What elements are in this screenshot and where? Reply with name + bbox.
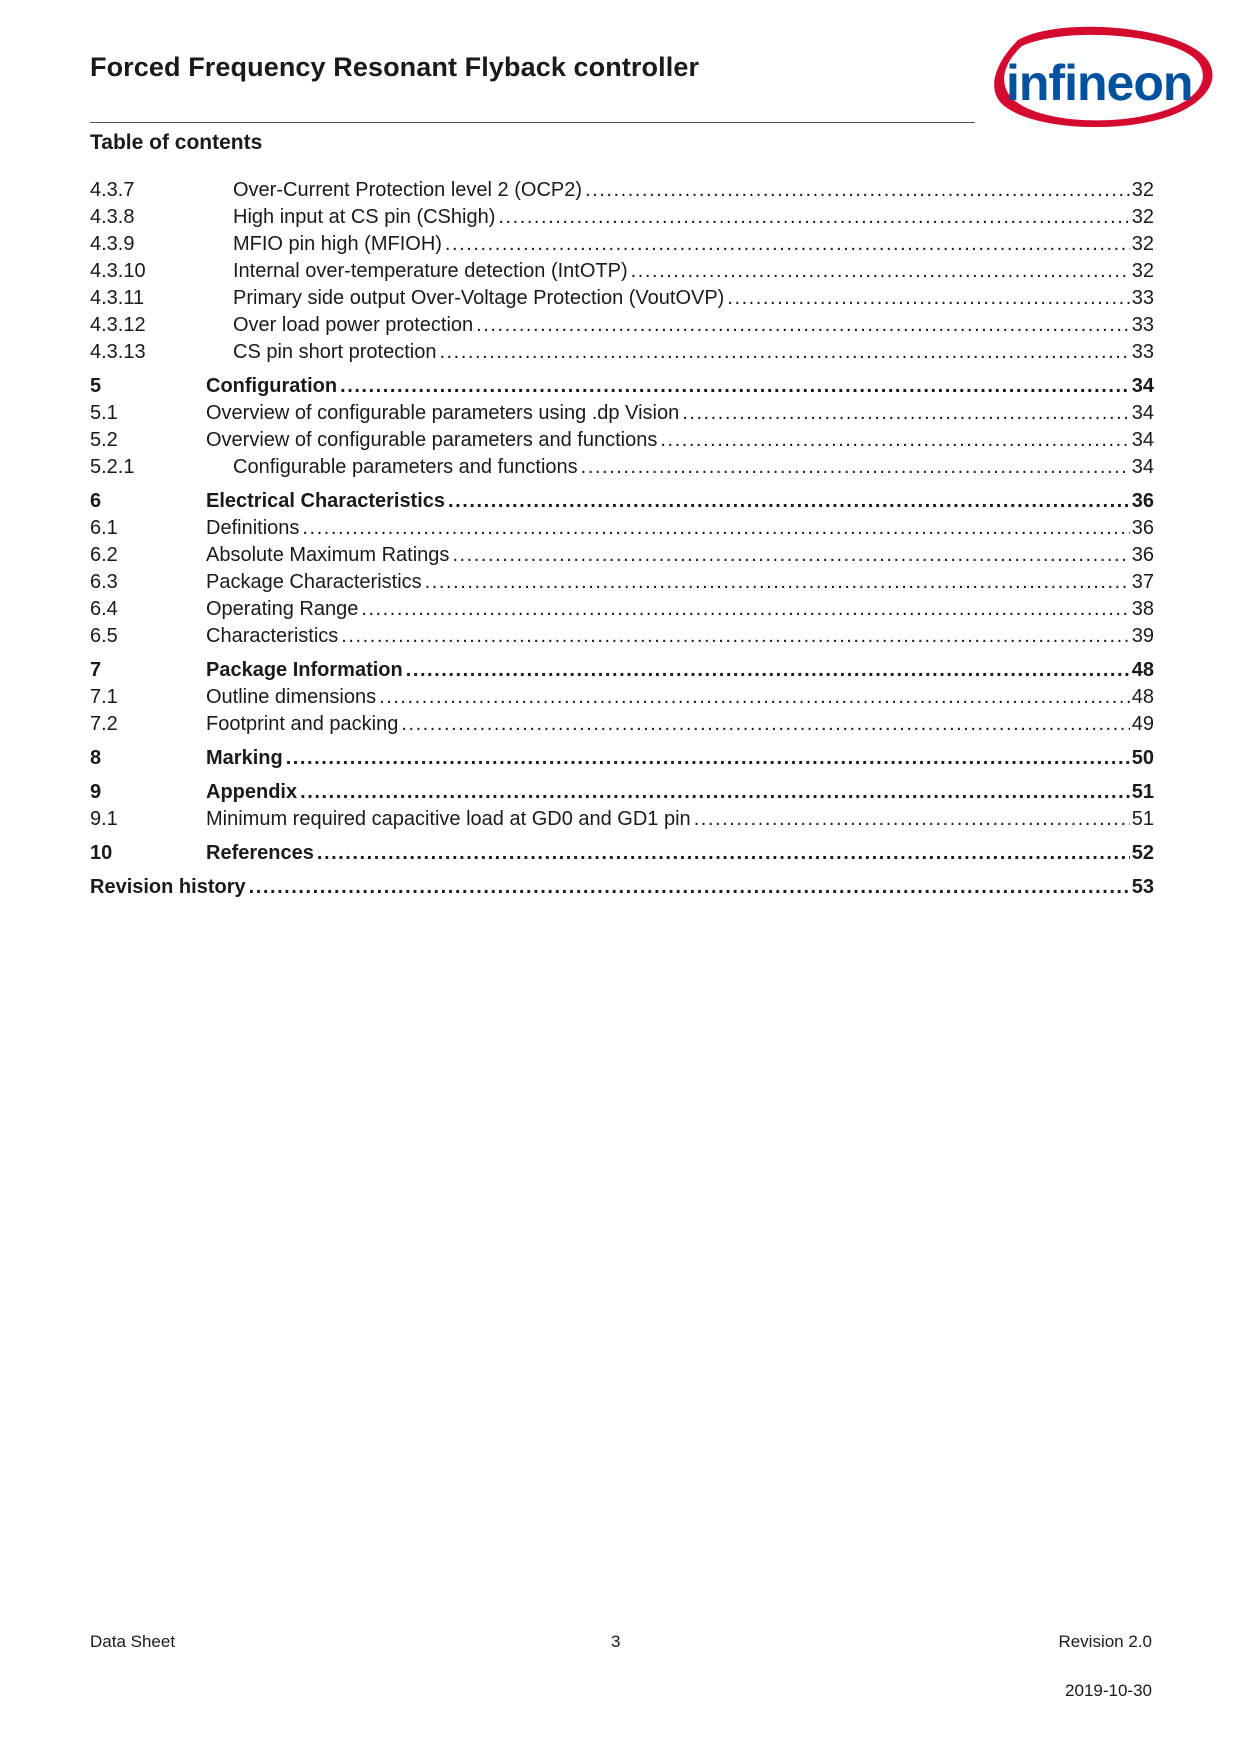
toc-entry-page: 48 — [1131, 659, 1154, 681]
toc-entry[interactable] — [90, 399, 1154, 427]
toc-entry-number: 6.2 — [90, 544, 118, 566]
toc-entry[interactable] — [90, 805, 1154, 833]
toc-entry-number: 6.1 — [90, 517, 118, 539]
toc-entry-title: Revision history — [90, 876, 246, 898]
toc-entry-page: 36 — [1131, 490, 1154, 512]
toc-dot-leader — [406, 656, 1130, 684]
toc-entry[interactable] — [90, 873, 1154, 901]
toc-entry-title: Marking — [206, 747, 283, 769]
toc-dot-leader — [401, 710, 1129, 738]
toc-entry[interactable] — [90, 744, 1154, 772]
toc-entry-number: 4.3.10 — [90, 260, 146, 282]
document-title: Forced Frequency Resonant Flyback controller — [90, 52, 700, 82]
toc-entry-title: Operating Range — [206, 598, 359, 620]
toc-entry-title: CS pin short protection — [233, 341, 437, 363]
toc-entry-title: Internal over-temperature detection (IntOTP) — [233, 260, 628, 282]
toc-entry-number: 6 — [90, 490, 102, 512]
toc-entry-page: 48 — [1131, 686, 1154, 708]
toc-entry[interactable] — [90, 176, 1154, 204]
toc-dot-leader — [448, 487, 1130, 515]
toc-entry-number: 6.5 — [90, 625, 118, 647]
toc-entry[interactable] — [90, 568, 1154, 596]
toc-dot-leader — [249, 873, 1130, 901]
toc-entry-title: Electrical Characteristics — [206, 490, 446, 512]
header-divider — [90, 122, 975, 123]
logo-wordmark: infineon — [1006, 55, 1193, 111]
toc-dot-leader — [631, 257, 1130, 285]
toc-entry-page: 38 — [1131, 598, 1154, 620]
toc-entry-title: Over-Current Protection level 2 (OCP2) — [233, 179, 583, 201]
toc-entry-number: 7 — [90, 659, 102, 681]
toc-entry[interactable] — [90, 622, 1154, 650]
toc-entry-title: Configuration — [206, 375, 338, 397]
toc-heading: Table of contents — [90, 131, 263, 154]
toc-entry-number: 4.3.12 — [90, 314, 146, 336]
toc-entry-title: Definitions — [206, 517, 300, 539]
toc-dot-leader — [361, 595, 1129, 623]
toc-entry[interactable] — [90, 778, 1154, 806]
toc-entry-page: 36 — [1131, 544, 1154, 566]
toc-dot-leader — [286, 744, 1130, 772]
toc-entry-title: Absolute Maximum Ratings — [206, 544, 450, 566]
toc-entry-page: 33 — [1131, 314, 1154, 336]
toc-dot-leader — [452, 541, 1129, 569]
toc-entry[interactable] — [90, 541, 1154, 569]
toc-entry-title: Package Characteristics — [206, 571, 422, 593]
toc-entry[interactable] — [90, 338, 1154, 366]
toc-entry-page: 34 — [1131, 456, 1154, 478]
toc-entry-number: 6.3 — [90, 571, 118, 593]
toc-dot-leader — [445, 230, 1130, 258]
toc-entry-number: 4.3.7 — [90, 179, 135, 201]
toc-entry-page: 34 — [1131, 402, 1154, 424]
toc-dot-leader — [585, 176, 1130, 204]
toc-entry-title: High input at CS pin (CShigh) — [233, 206, 496, 228]
toc-entry-title: Outline dimensions — [206, 686, 377, 708]
toc-entry-page: 51 — [1131, 781, 1154, 803]
toc-entry-title: References — [206, 842, 314, 864]
toc-entry[interactable] — [90, 284, 1154, 312]
toc-entry-page: 50 — [1131, 747, 1154, 769]
toc-entry-number: 6.4 — [90, 598, 118, 620]
footer-doc-type: Data Sheet — [90, 1632, 176, 1651]
toc-entry-title: Minimum required capacitive load at GD0 and GD1 pin — [206, 808, 691, 830]
infineon-logo — [990, 22, 1215, 132]
toc-entry[interactable] — [90, 426, 1154, 454]
footer-revision: Revision 2.0 — [1058, 1632, 1152, 1651]
toc-entry-page: 39 — [1131, 625, 1154, 647]
toc-entry[interactable] — [90, 487, 1154, 515]
toc-dot-leader — [300, 778, 1130, 806]
toc-entry-number: 5.1 — [90, 402, 118, 424]
toc-entry-page: 32 — [1131, 206, 1154, 228]
toc-entry-number: 5.2.1 — [90, 456, 135, 478]
toc-dot-leader — [341, 622, 1129, 650]
toc-entry[interactable] — [90, 230, 1154, 258]
toc-entry-number: 4.3.9 — [90, 233, 135, 255]
toc-entry[interactable] — [90, 453, 1154, 481]
toc-entry-page: 53 — [1131, 876, 1154, 898]
toc-entry-title: Package Information — [206, 659, 403, 681]
toc-dot-leader — [439, 338, 1129, 366]
toc-dot-leader — [379, 683, 1130, 711]
toc-entry-number: 10 — [90, 842, 113, 864]
toc-entry-title: Configurable parameters and functions — [233, 456, 578, 478]
toc-entry-page: 37 — [1131, 571, 1154, 593]
toc-entry-title: Appendix — [206, 781, 298, 803]
toc-dot-leader — [581, 453, 1130, 481]
toc-entry-title: Overview of configurable parameters using .dp Vision — [206, 402, 680, 424]
toc-entry-title: Over load power protection — [233, 314, 474, 336]
toc-dot-leader — [682, 399, 1130, 427]
toc-entry-number: 4.3.13 — [90, 341, 146, 363]
toc-entry-page: 51 — [1131, 808, 1154, 830]
toc-entry-page: 34 — [1131, 375, 1154, 397]
toc-entry[interactable] — [90, 257, 1154, 285]
toc-entry-page: 32 — [1131, 233, 1154, 255]
toc-entry-number: 7.1 — [90, 686, 118, 708]
toc-entry-title: MFIO pin high (MFIOH) — [233, 233, 442, 255]
toc-dot-leader — [660, 426, 1129, 454]
toc-entry-title: Footprint and packing — [206, 713, 399, 735]
toc-entry-number: 9.1 — [90, 808, 118, 830]
toc-dot-leader — [476, 311, 1130, 339]
toc-entry-page: 52 — [1131, 842, 1154, 864]
toc-entry[interactable] — [90, 839, 1154, 867]
toc-entry[interactable] — [90, 372, 1154, 400]
toc-entry-page: 36 — [1131, 517, 1154, 539]
toc-entry-title: Overview of configurable parameters and functions — [206, 429, 658, 451]
toc-entry[interactable] — [90, 710, 1154, 738]
toc-entry-number: 5 — [90, 375, 102, 397]
toc-dot-leader — [340, 372, 1130, 400]
toc-dot-leader — [317, 839, 1130, 867]
toc-dot-leader — [727, 284, 1129, 312]
toc-entry-number: 4.3.11 — [90, 287, 145, 309]
toc-entry-number: 8 — [90, 747, 102, 769]
toc-entry[interactable] — [90, 311, 1154, 339]
toc-entry-number: 7.2 — [90, 713, 118, 735]
toc-entry[interactable] — [90, 595, 1154, 623]
toc-entry[interactable] — [90, 656, 1154, 684]
toc-entry[interactable] — [90, 683, 1154, 711]
toc-entry-page: 32 — [1131, 179, 1154, 201]
toc-entry-number: 4.3.8 — [90, 206, 135, 228]
toc-entry-page: 34 — [1131, 429, 1154, 451]
toc-entry-page: 33 — [1131, 341, 1154, 363]
toc-entry[interactable] — [90, 514, 1154, 542]
toc-entry-title: Characteristics — [206, 625, 339, 647]
footer-date: 2019-10-30 — [1065, 1681, 1152, 1700]
toc-dot-leader — [694, 805, 1130, 833]
toc-entry[interactable] — [90, 203, 1154, 231]
footer-page-number: 3 — [611, 1632, 621, 1651]
toc-entry-number: 9 — [90, 781, 102, 803]
toc-entry-page: 33 — [1131, 287, 1154, 309]
toc-entry-number: 5.2 — [90, 429, 118, 451]
toc-dot-leader — [425, 568, 1130, 596]
toc-entry-title: Primary side output Over-Voltage Protection (VoutOVP) — [233, 287, 725, 309]
toc-entry-page: 49 — [1131, 713, 1154, 735]
toc-dot-leader — [498, 203, 1129, 231]
toc-dot-leader — [302, 514, 1129, 542]
toc-entry-page: 32 — [1131, 260, 1154, 282]
